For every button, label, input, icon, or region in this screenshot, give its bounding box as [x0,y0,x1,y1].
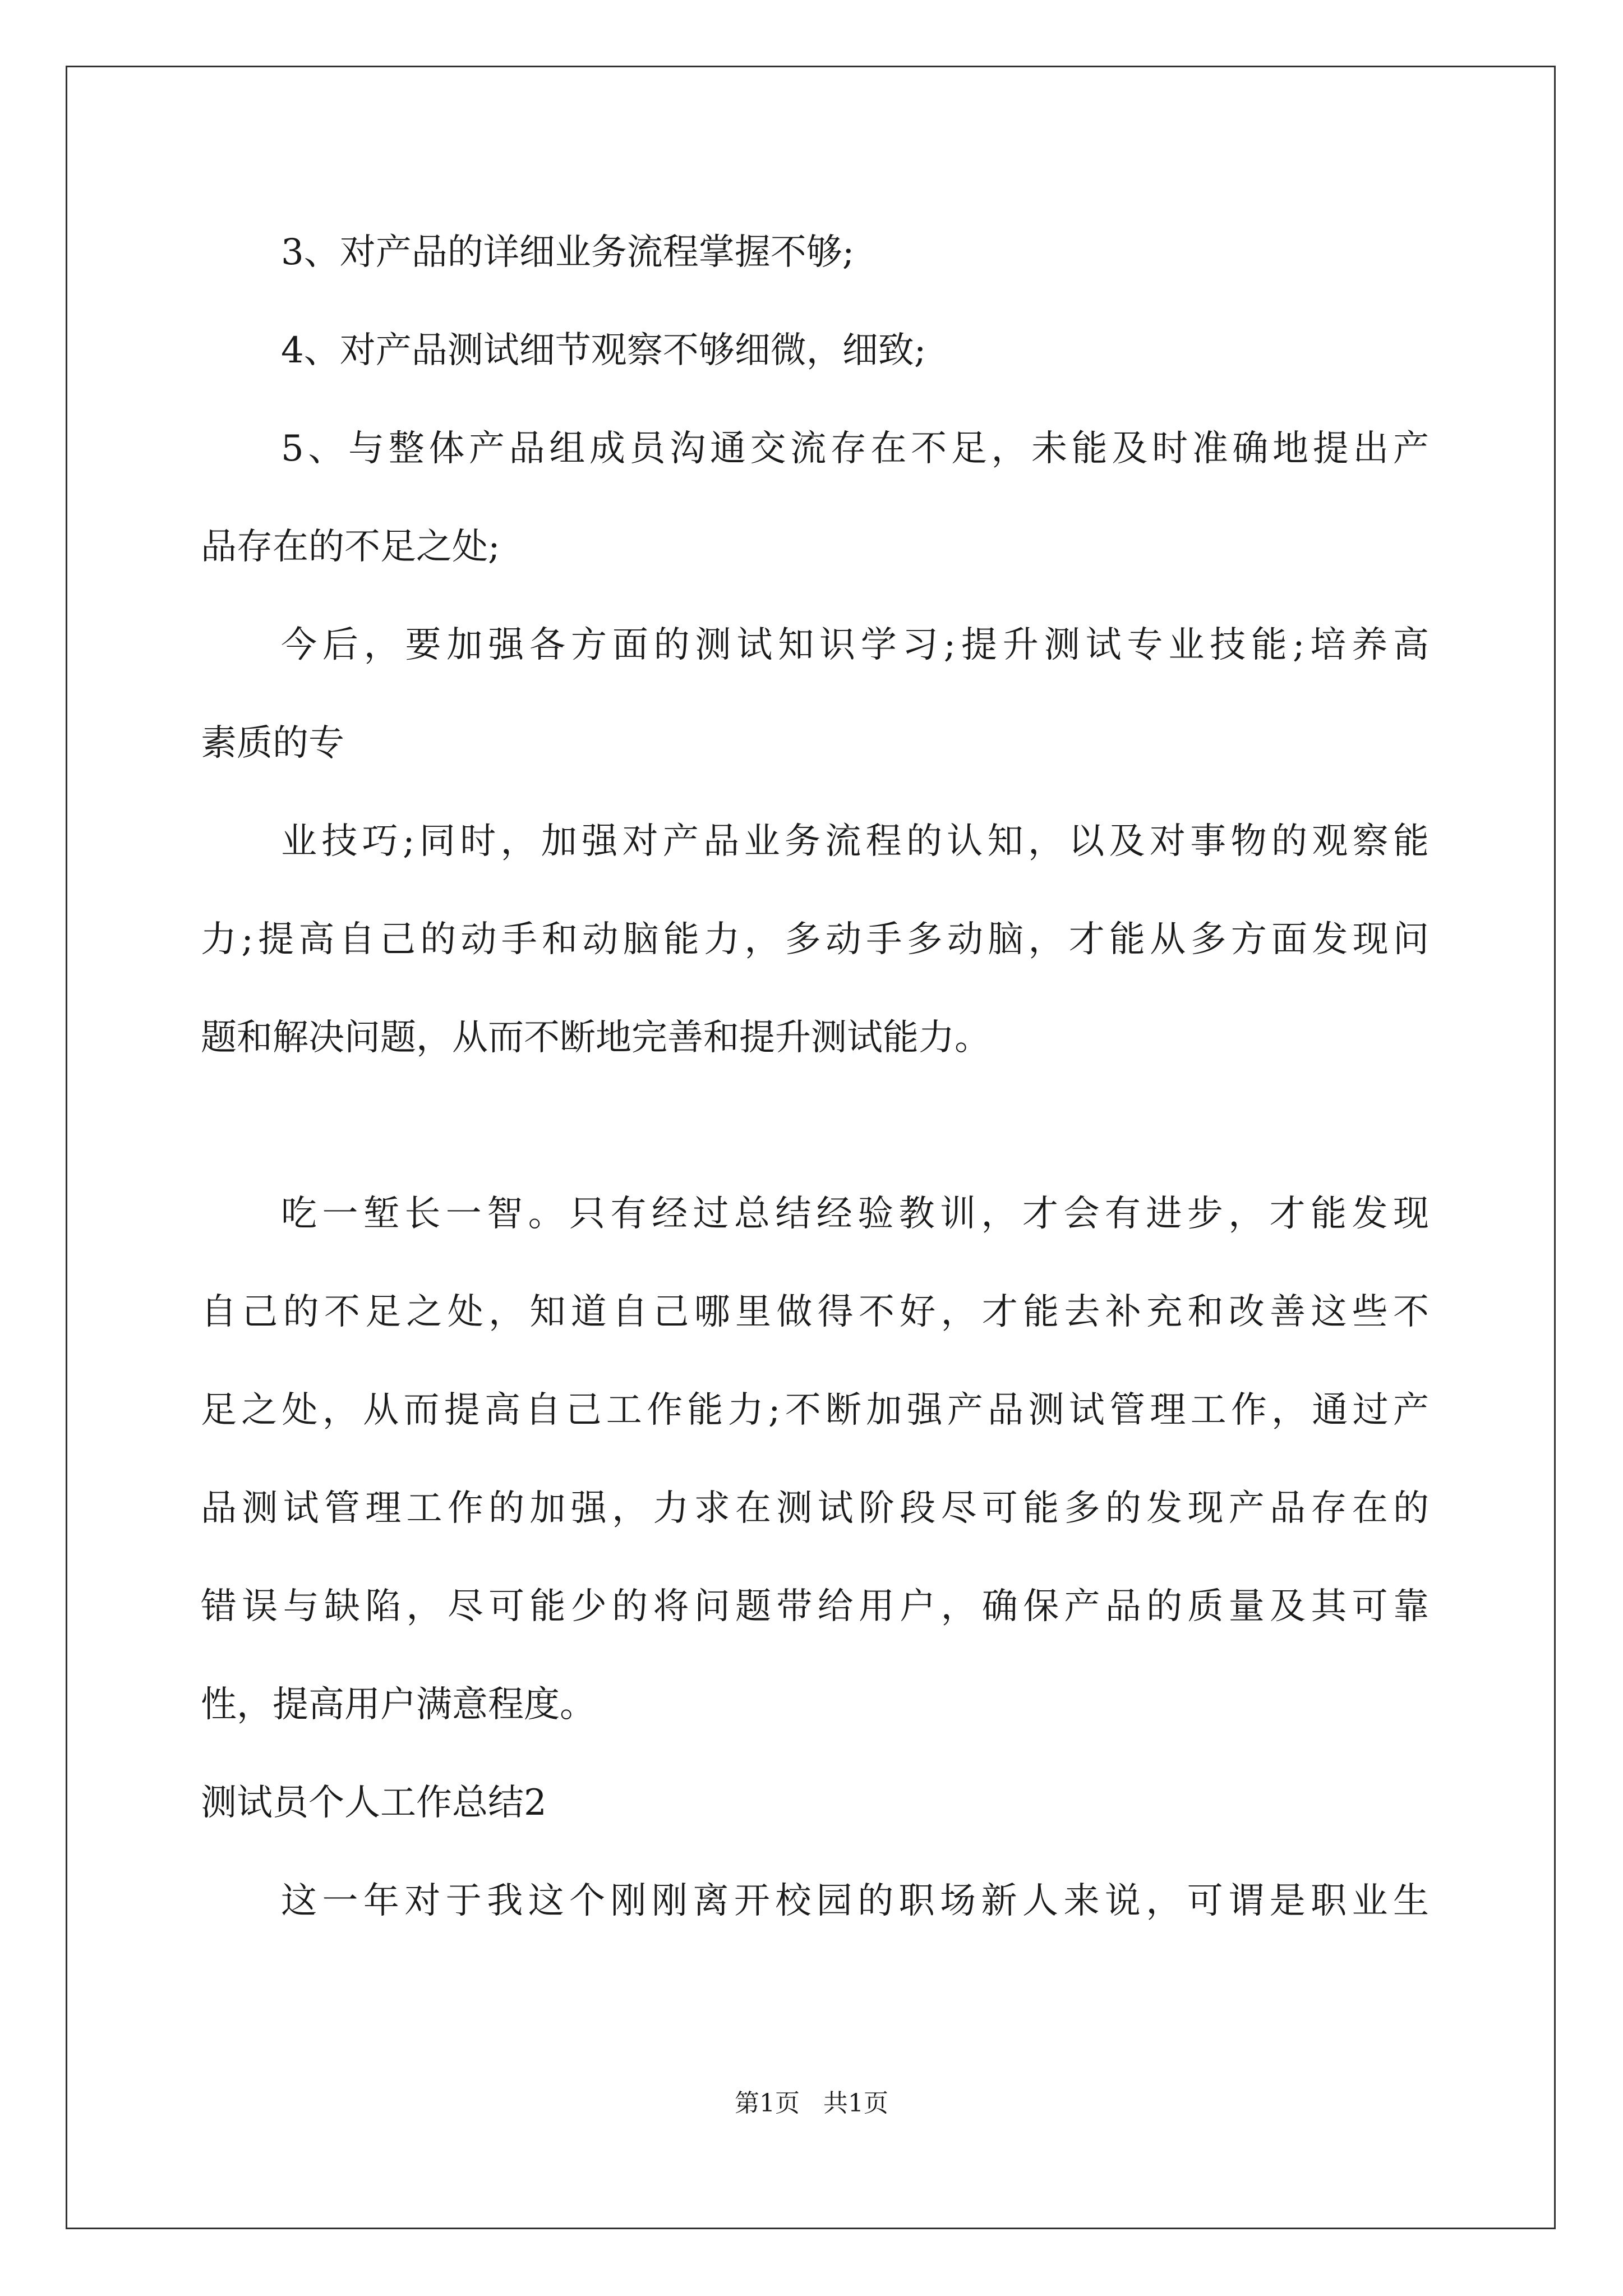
paragraph-line: 素质的专 [201,723,344,764]
section-heading: 测试员个人工作总结2 [201,1782,547,1824]
paragraph-line: 4、对产品测试细节观察不够细微，细致; [281,330,926,371]
paragraph-line: 题和解决问题，从而不断地完善和提升测试能力。 [201,1017,990,1059]
paragraph-line: 足之处，从而提高自己工作能力;不断加强产品测试管理工作，通过产 [201,1389,1429,1431]
paragraph-line: 错误与缺陷，尽可能少的将问题带给用户，确保产品的质量及其可靠 [201,1586,1429,1627]
paragraph-line: 性，提高用户满意程度。 [201,1684,596,1726]
paragraph-line: 自己的不足之处，知道自己哪里做得不好，才能去补充和改善这些不 [201,1291,1429,1333]
paragraph-line: 力;提高自己的动手和动脑能力，多动手多动脑，才能从多方面发现问 [201,919,1429,960]
paragraph-line: 品存在的不足之处; [201,526,500,568]
paragraph-line: 品测试管理工作的加强，力求在测试阶段尽可能多的发现产品存在的 [201,1488,1429,1529]
paragraph-line: 吃一堑长一智。只有经过总结经验教训，才会有进步，才能发现 [281,1193,1429,1235]
paragraph-line: 3、对产品的详细业务流程掌握不够; [281,232,855,273]
paragraph-line: 业技巧;同时，加强对产品业务流程的认知，以及对事物的观察能 [281,821,1429,862]
paragraph-line: 5、与整体产品组成员沟通交流存在不足，未能及时准确地提出产 [281,428,1429,470]
page-number-footer: 第1页 共1页 [735,2089,888,2118]
paragraph-line: 今后，要加强各方面的测试知识学习;提升测试专业技能;培养高 [281,624,1429,666]
paragraph-line: 这一年对于我这个刚刚离开校园的职场新人来说，可谓是职业生 [281,1880,1429,1922]
